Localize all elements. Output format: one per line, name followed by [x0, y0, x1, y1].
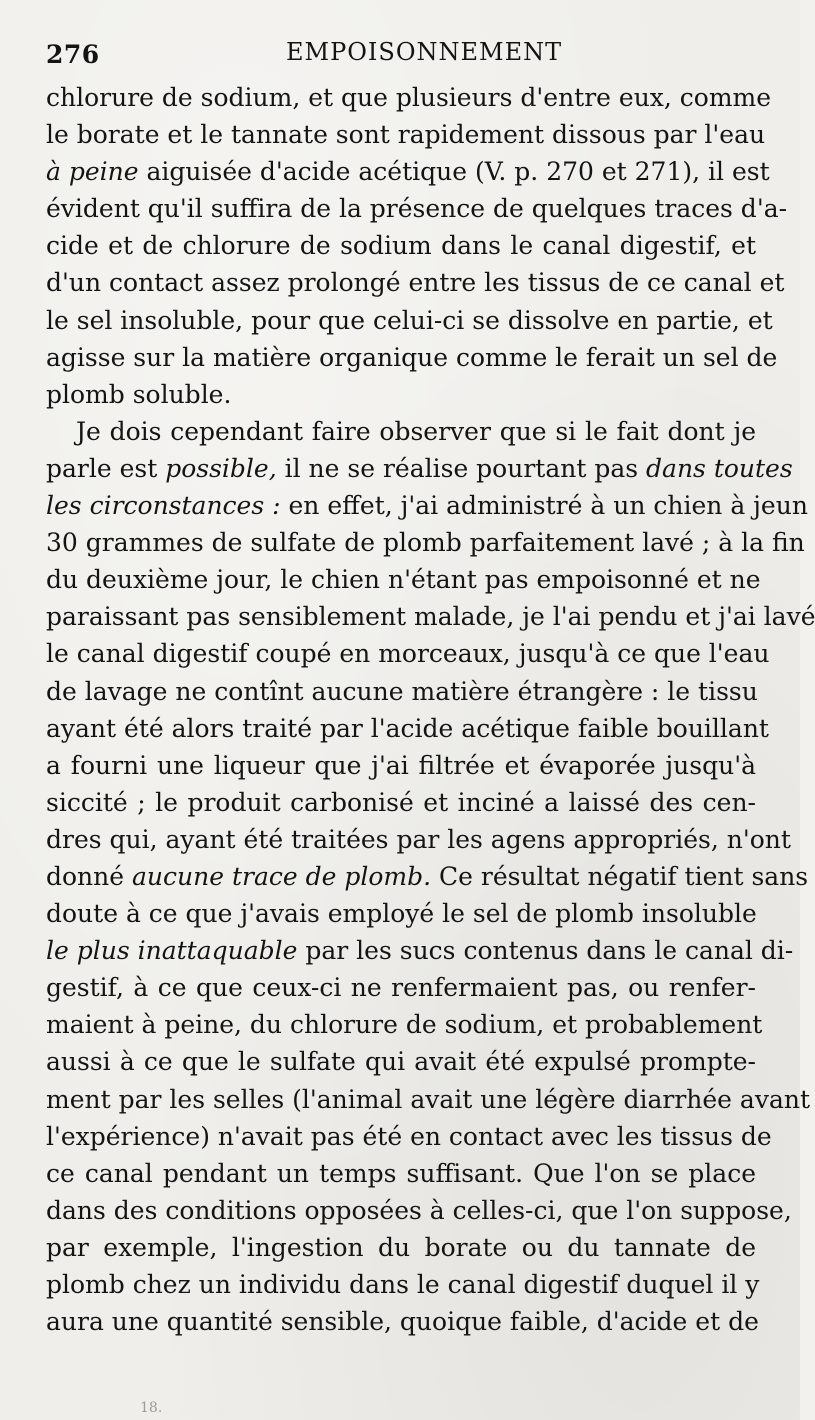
running-title: EMPOISONNEMENT: [286, 38, 563, 66]
italic-text: le plus inattaquable: [46, 936, 298, 966]
text-line: [46, 858, 809, 895]
text-segment: ce canal pendant un temps suffisant. Que l'on se place: [46, 1158, 756, 1188]
text-segment: aussi à ce que le sulfate qui avait été expulsé prompte-: [46, 1047, 756, 1077]
text-line: [46, 339, 778, 376]
text-line: [46, 264, 785, 301]
text-line: [46, 79, 772, 116]
text-segment: gestif, à ce que ceux-ci ne renfermaient pas, ou renfer-: [46, 973, 756, 1003]
text-segment: chlorure de sodium, et que plusieurs d'entre eux, comme: [46, 83, 772, 112]
text-line: [46, 524, 805, 561]
text-line: [46, 1043, 756, 1080]
text-line: [46, 1192, 792, 1229]
text-segment: 30 grammes de sulfate de plomb parfaitement lavé ; à la fin: [46, 528, 805, 558]
text-line: [46, 302, 773, 339]
text-segment: le canal digestif coupé en morceaux, jusqu'à ce que l'eau: [46, 639, 770, 669]
italic-text: dans toutes: [646, 453, 793, 483]
text-line: [46, 487, 808, 524]
text-line: [46, 747, 756, 784]
text-line: [46, 413, 756, 450]
text-line: [46, 598, 815, 635]
signature-mark: 18.: [140, 1400, 163, 1416]
body-text: [46, 79, 815, 1340]
page-number: 276: [46, 40, 100, 69]
text-segment: il ne se réalise pourtant pas: [276, 453, 647, 483]
text-line: [46, 635, 770, 672]
text-line: [46, 190, 788, 227]
text-segment: Je dois cependant faire observer que si le fait dont je: [76, 416, 756, 446]
text-segment: évident qu'il suffira de la présence de quelques traces d'a-: [46, 194, 788, 224]
text-line: [46, 1266, 760, 1303]
italic-text: aucune trace de plomb.: [132, 861, 432, 891]
text-line: [46, 821, 791, 858]
text-line: [46, 1118, 772, 1155]
text-segment: doute à ce que j'avais employé le sel de plomb insoluble: [46, 899, 757, 929]
text-segment: a fourni une liqueur que j'ai filtrée et évaporée jusqu'à: [46, 750, 756, 780]
text-line: [46, 710, 769, 747]
text-line: [46, 1229, 756, 1266]
text-segment: en effet, j'ai administré à un chien à jeun: [280, 491, 808, 521]
italic-text: possible,: [165, 453, 277, 483]
text-segment: maient à peine, du chlorure de sodium, et probablement: [46, 1010, 763, 1040]
text-line: [46, 895, 756, 932]
text-segment: dans des conditions opposées à celles-ci, que l'on suppose,: [46, 1195, 792, 1225]
text-segment: ayant été alors traité par l'acide acétique faible bouillant: [46, 713, 769, 743]
text-segment: par les sucs contenus dans le canal di-: [297, 936, 794, 966]
text-segment: aura une quantité sensible, quoique faible, d'acide et de: [46, 1307, 759, 1337]
text-segment: le sel insoluble, pour que celui-ci se dissolve en partie, et: [46, 305, 773, 335]
text-segment: paraissant pas sensiblement malade, je l'ai pendu et j'ai lavé: [46, 602, 815, 632]
text-line: [46, 1155, 756, 1192]
text-line: [46, 1081, 811, 1118]
text-segment: du deuxième jour, le chien n'étant pas empoisonné et ne: [46, 565, 761, 595]
text-line: [46, 784, 756, 821]
text-line: [46, 376, 756, 413]
text-line: [46, 116, 766, 153]
text-line: [46, 227, 756, 264]
text-segment: agisse sur la matière organique comme le ferait un sel de: [46, 342, 778, 372]
text-segment: le borate et le tannate sont rapidement dissous par l'eau: [46, 120, 766, 150]
text-segment: cide et de chlorure de sodium dans le canal digestif, et: [46, 231, 756, 261]
text-segment: aiguisée d'acide acétique (V. p. 270 et 271), il est: [138, 157, 770, 187]
text-segment: de lavage ne contînt aucune matière étrangère : le tissu: [46, 676, 758, 706]
text-line: [46, 1303, 759, 1340]
page-header: [46, 36, 756, 70]
text-segment: plomb chez un individu dans le canal digestif duquel il y: [46, 1270, 760, 1299]
text-line: [46, 969, 756, 1006]
italic-text: les circonstances :: [46, 491, 281, 521]
text-segment: Ce résultat négatif tient sans: [431, 861, 809, 891]
text-line: [46, 673, 756, 710]
text-segment: donné: [46, 861, 132, 891]
italic-text: à peine: [46, 157, 139, 187]
text-segment: siccité ; le produit carbonisé et inciné a laissé des cen-: [46, 787, 756, 817]
text-line: [46, 1006, 763, 1043]
text-segment: par exemple, l'ingestion du borate ou du tannate de: [46, 1232, 756, 1262]
text-line: [46, 450, 793, 487]
text-line: [46, 153, 770, 190]
text-segment: l'expérience) n'avait pas été en contact avec les tissus de: [46, 1121, 772, 1151]
text-segment: ment par les selles (l'animal avait une légère diarrhée avant: [46, 1084, 811, 1114]
text-segment: d'un contact assez prolongé entre les tissus de ce canal et: [46, 268, 785, 298]
text-segment: dres qui, ayant été traitées par les agens appropriés, n'ont: [46, 824, 791, 854]
text-segment: plomb soluble.: [46, 379, 232, 409]
text-segment: parle est: [46, 453, 166, 483]
text-line: [46, 561, 761, 598]
text-line: [46, 932, 794, 969]
